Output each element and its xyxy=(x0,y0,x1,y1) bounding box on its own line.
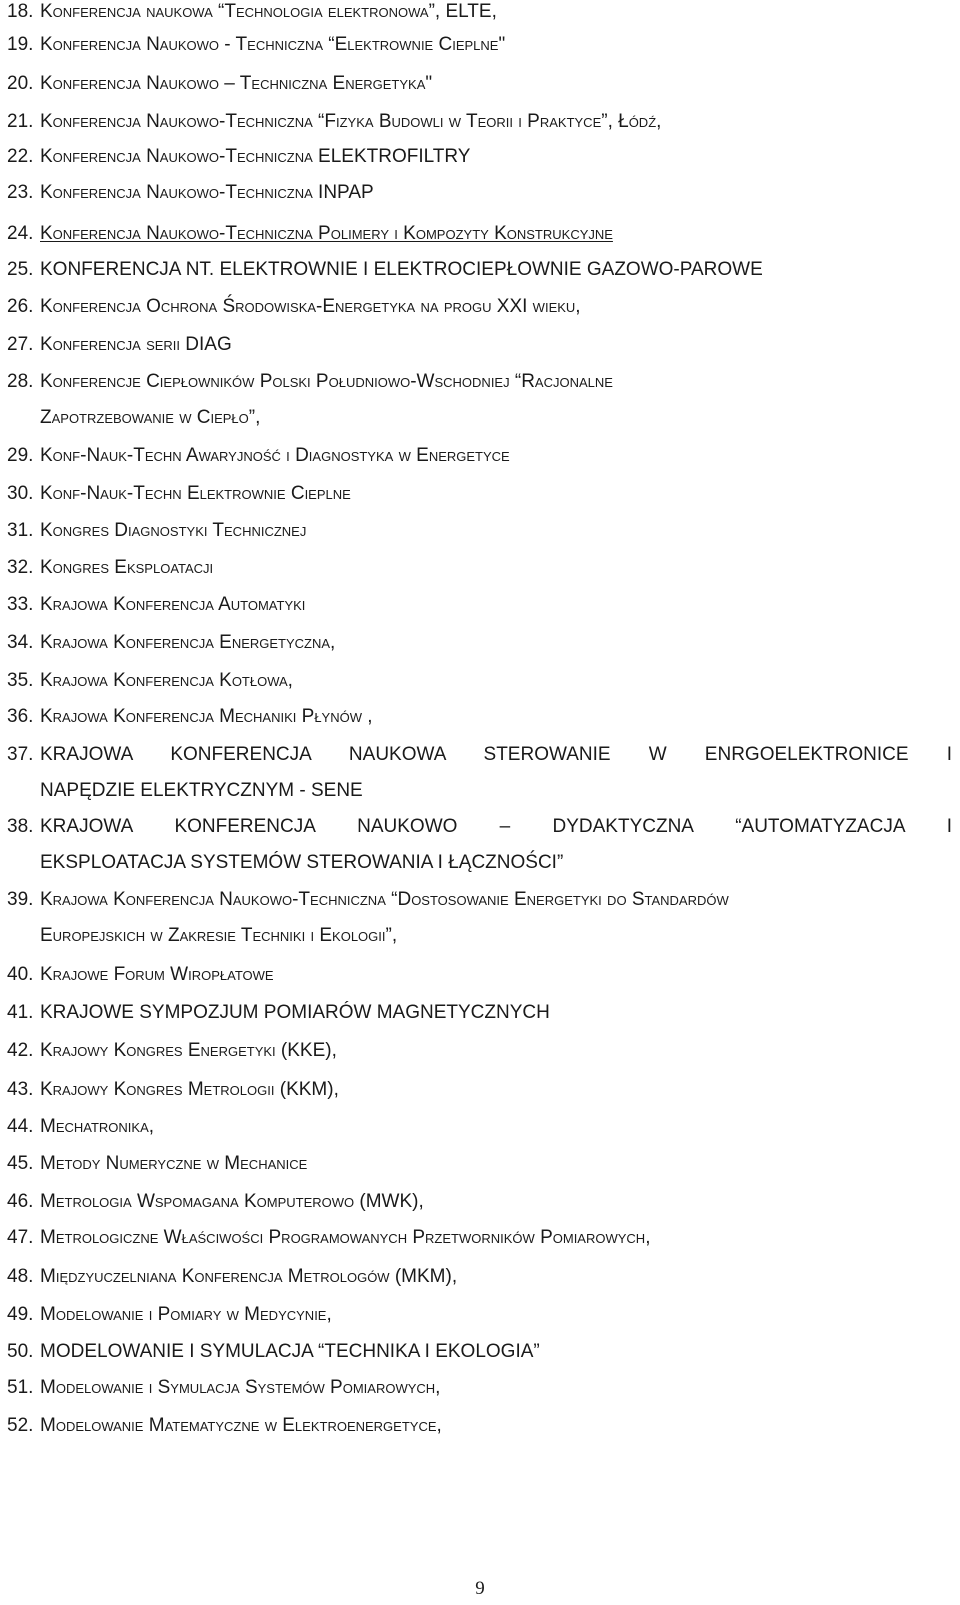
list-item xyxy=(7,444,952,468)
item-text-line: Konf-Nauk-Techn Elektrownie Cieplne xyxy=(40,483,351,504)
item-number: 34. xyxy=(7,632,34,653)
item-text-line: Konferencja naukowa “Technologia elektronowa”, ELTE, xyxy=(40,1,497,22)
item-text-line: Metrologiczne Właściwości Programowanych Przetworników Pomiarowych, xyxy=(40,1227,651,1248)
item-number: 35. xyxy=(7,670,34,691)
page-number: 9 xyxy=(475,1578,485,1599)
item-number: 25. xyxy=(7,259,34,280)
list-item xyxy=(7,1265,952,1289)
list-item xyxy=(7,1376,952,1400)
item-number: 23. xyxy=(7,182,34,203)
item-number: 21. xyxy=(7,111,34,132)
item-text-line: Metrologia Wspomagana Komputerowo (MWK), xyxy=(40,1191,424,1212)
item-number: 42. xyxy=(7,1040,34,1061)
list-item xyxy=(7,145,952,169)
list-item xyxy=(7,110,952,134)
list-item xyxy=(7,888,952,948)
item-number: 45. xyxy=(7,1153,34,1174)
item-text-line: Konferencja Naukowo – Techniczna Energetyka" xyxy=(40,73,433,94)
list-item xyxy=(7,1152,952,1176)
list-item xyxy=(7,963,952,987)
item-text xyxy=(40,1414,952,1438)
item-text xyxy=(40,1115,952,1139)
list-item xyxy=(7,631,952,655)
item-number: 43. xyxy=(7,1079,34,1100)
list-item xyxy=(7,705,952,729)
item-number: 19. xyxy=(7,34,34,55)
item-text-line: Międzyuczelniana Konferencja Metrologów (MKM), xyxy=(40,1266,458,1287)
item-text xyxy=(40,1152,952,1176)
list-item xyxy=(7,1190,952,1214)
item-text xyxy=(40,482,952,506)
item-text-line: Modelowanie Matematyczne w Elektroenergetyce, xyxy=(40,1415,442,1436)
item-text-line-2: Zapotrzebowanie w Ciepło”, xyxy=(40,407,261,428)
item-text xyxy=(40,1376,952,1400)
item-number: 50. xyxy=(7,1341,34,1362)
item-text-line-2: EKSPLOATACJA SYSTEMÓW STEROWANIA I ŁĄCZNOŚCI” xyxy=(40,852,564,873)
item-text-line: KRAJOWA KONFERENCJA NAUKOWO – DYDAKTYCZNA “AUTOMATYZACJA I xyxy=(40,816,952,837)
item-text xyxy=(40,258,952,282)
item-text xyxy=(40,631,952,655)
list-item xyxy=(7,1039,952,1063)
item-text-line: Konferencja Naukowo-Techniczna ELEKTROFILTRY xyxy=(40,146,471,167)
item-text xyxy=(40,72,952,96)
list-item xyxy=(7,1226,952,1250)
item-number: 18. xyxy=(7,1,34,22)
list-item xyxy=(7,593,952,617)
item-text xyxy=(40,1226,952,1250)
list-item xyxy=(7,1414,952,1438)
item-text-line: Konferencja serii DIAG xyxy=(40,334,232,355)
item-number: 51. xyxy=(7,1377,34,1398)
item-text-line: Konferencja Naukowo - Techniczna “Elektrownie Cieplne" xyxy=(40,34,506,55)
item-number: 32. xyxy=(7,557,34,578)
item-number: 44. xyxy=(7,1116,34,1137)
item-text-line: KONFERENCJA NT. ELEKTROWNIE I ELEKTROCIEPŁOWNIE GAZOWO-PAROWE xyxy=(40,259,763,280)
item-number: 52. xyxy=(7,1415,34,1436)
list-item xyxy=(7,556,952,580)
item-text xyxy=(40,1039,952,1063)
item-text xyxy=(40,370,952,430)
item-text-line: Kongres Eksploatacji xyxy=(40,557,214,578)
item-number: 20. xyxy=(7,73,34,94)
item-text-line: Konferencja Ochrona Środowiska-Energetyka na progu XXI wieku, xyxy=(40,296,581,317)
item-number: 24. xyxy=(7,223,34,244)
item-text-line: Krajowe Forum Wiropłatowe xyxy=(40,964,274,985)
item-text xyxy=(40,705,952,729)
item-number: 26. xyxy=(7,296,34,317)
item-text xyxy=(40,888,952,948)
list-item xyxy=(7,743,952,803)
item-text xyxy=(40,333,952,357)
item-text-line: Krajowa Konferencja Automatyki xyxy=(40,594,306,615)
item-text-line: Modelowanie i Pomiary w Medycynie, xyxy=(40,1304,332,1325)
item-text xyxy=(40,963,952,987)
item-number: 37. xyxy=(7,744,34,765)
item-text-line: Konf-Nauk-Techn Awaryjność i Diagnostyka w Energetyce xyxy=(40,445,510,466)
item-number: 33. xyxy=(7,594,34,615)
item-text xyxy=(40,222,952,246)
item-text-line: Krajowy Kongres Energetyki (KKE), xyxy=(40,1040,337,1061)
item-number: 47. xyxy=(7,1227,34,1248)
item-text-line: Krajowa Konferencja Kotłowa, xyxy=(40,670,293,691)
item-text-line: Krajowa Konferencja Naukowo-Techniczna “Dostosowanie Energetyki do Standardów xyxy=(40,889,729,910)
item-number: 28. xyxy=(7,371,34,392)
list-item xyxy=(7,1115,952,1139)
item-text xyxy=(40,33,952,57)
item-text xyxy=(40,1001,952,1025)
item-text xyxy=(40,1190,952,1214)
item-number: 40. xyxy=(7,964,34,985)
item-text-line: Kongres Diagnostyki Technicznej xyxy=(40,520,307,541)
item-text-line: Krajowa Konferencja Mechaniki Płynów , xyxy=(40,706,373,727)
item-text xyxy=(40,815,952,875)
item-text xyxy=(40,1303,952,1327)
item-text xyxy=(40,145,952,169)
item-number: 46. xyxy=(7,1191,34,1212)
list-item xyxy=(7,1078,952,1102)
item-text xyxy=(40,1265,952,1289)
item-text xyxy=(40,444,952,468)
item-number: 49. xyxy=(7,1304,34,1325)
list-item xyxy=(7,1303,952,1327)
item-number: 31. xyxy=(7,520,34,541)
item-text xyxy=(40,0,952,24)
list-item xyxy=(7,669,952,693)
item-text xyxy=(40,295,952,319)
item-number: 36. xyxy=(7,706,34,727)
item-number: 39. xyxy=(7,889,34,910)
item-text-line: Konferencja Naukowo-Techniczna “Fizyka Budowli w Teorii i Praktyce”, Łódź, xyxy=(40,111,662,132)
item-text xyxy=(40,1078,952,1102)
item-text xyxy=(40,110,952,134)
list-item xyxy=(7,33,952,57)
list-item xyxy=(7,519,952,543)
item-text xyxy=(40,556,952,580)
item-number: 41. xyxy=(7,1002,34,1023)
item-text-line: Mechatronika, xyxy=(40,1116,155,1137)
list-item xyxy=(7,0,952,24)
item-text xyxy=(40,181,952,205)
item-text-line: Krajowa Konferencja Energetyczna, xyxy=(40,632,336,653)
list-item xyxy=(7,295,952,319)
item-number: 29. xyxy=(7,445,34,466)
list-item xyxy=(7,1001,952,1025)
item-text-line: KRAJOWA KONFERENCJA NAUKOWA STEROWANIE W ENRGOELEKTRONICE I xyxy=(40,744,952,765)
item-text-line: Krajowy Kongres Metrologii (KKM), xyxy=(40,1079,339,1100)
item-text-line: Konferencje Ciepłowników Polski Południowo-Wschodniej “Racjonalne xyxy=(40,371,613,392)
item-number: 38. xyxy=(7,816,34,837)
item-text-line-2: NAPĘDZIE ELEKTRYCZNYM - SENE xyxy=(40,780,363,801)
item-number: 48. xyxy=(7,1266,34,1287)
list-item xyxy=(7,482,952,506)
item-text-line: Konferencja Naukowo-Techniczna INPAP xyxy=(40,182,374,203)
item-text xyxy=(40,669,952,693)
item-text-line: Modelowanie i Symulacja Systemów Pomiarowych, xyxy=(40,1377,441,1398)
item-text-line: Konferencja Naukowo-Techniczna Polimery i Kompozyty Konstrukcyjne xyxy=(40,223,613,244)
item-text-line: MODELOWANIE I SYMULACJA “TECHNIKA I EKOLOGIA” xyxy=(40,1341,540,1362)
list-item xyxy=(7,333,952,357)
item-text-line-2: Europejskich w Zakresie Techniki i Ekologii”, xyxy=(40,925,398,946)
item-text-line: Metody Numeryczne w Mechanice xyxy=(40,1153,308,1174)
list-item xyxy=(7,370,952,430)
item-text xyxy=(40,743,952,803)
item-text xyxy=(40,593,952,617)
item-number: 27. xyxy=(7,334,34,355)
list-item xyxy=(7,72,952,96)
list-item xyxy=(7,258,952,282)
list-item xyxy=(7,222,952,246)
item-number: 22. xyxy=(7,146,34,167)
item-text xyxy=(40,519,952,543)
item-text xyxy=(40,1340,952,1364)
item-number: 30. xyxy=(7,483,34,504)
list-item xyxy=(7,181,952,205)
list-item xyxy=(7,1340,952,1364)
item-text-line: KRAJOWE SYMPOZJUM POMIARÓW MAGNETYCZNYCH xyxy=(40,1002,550,1023)
list-item xyxy=(7,815,952,875)
